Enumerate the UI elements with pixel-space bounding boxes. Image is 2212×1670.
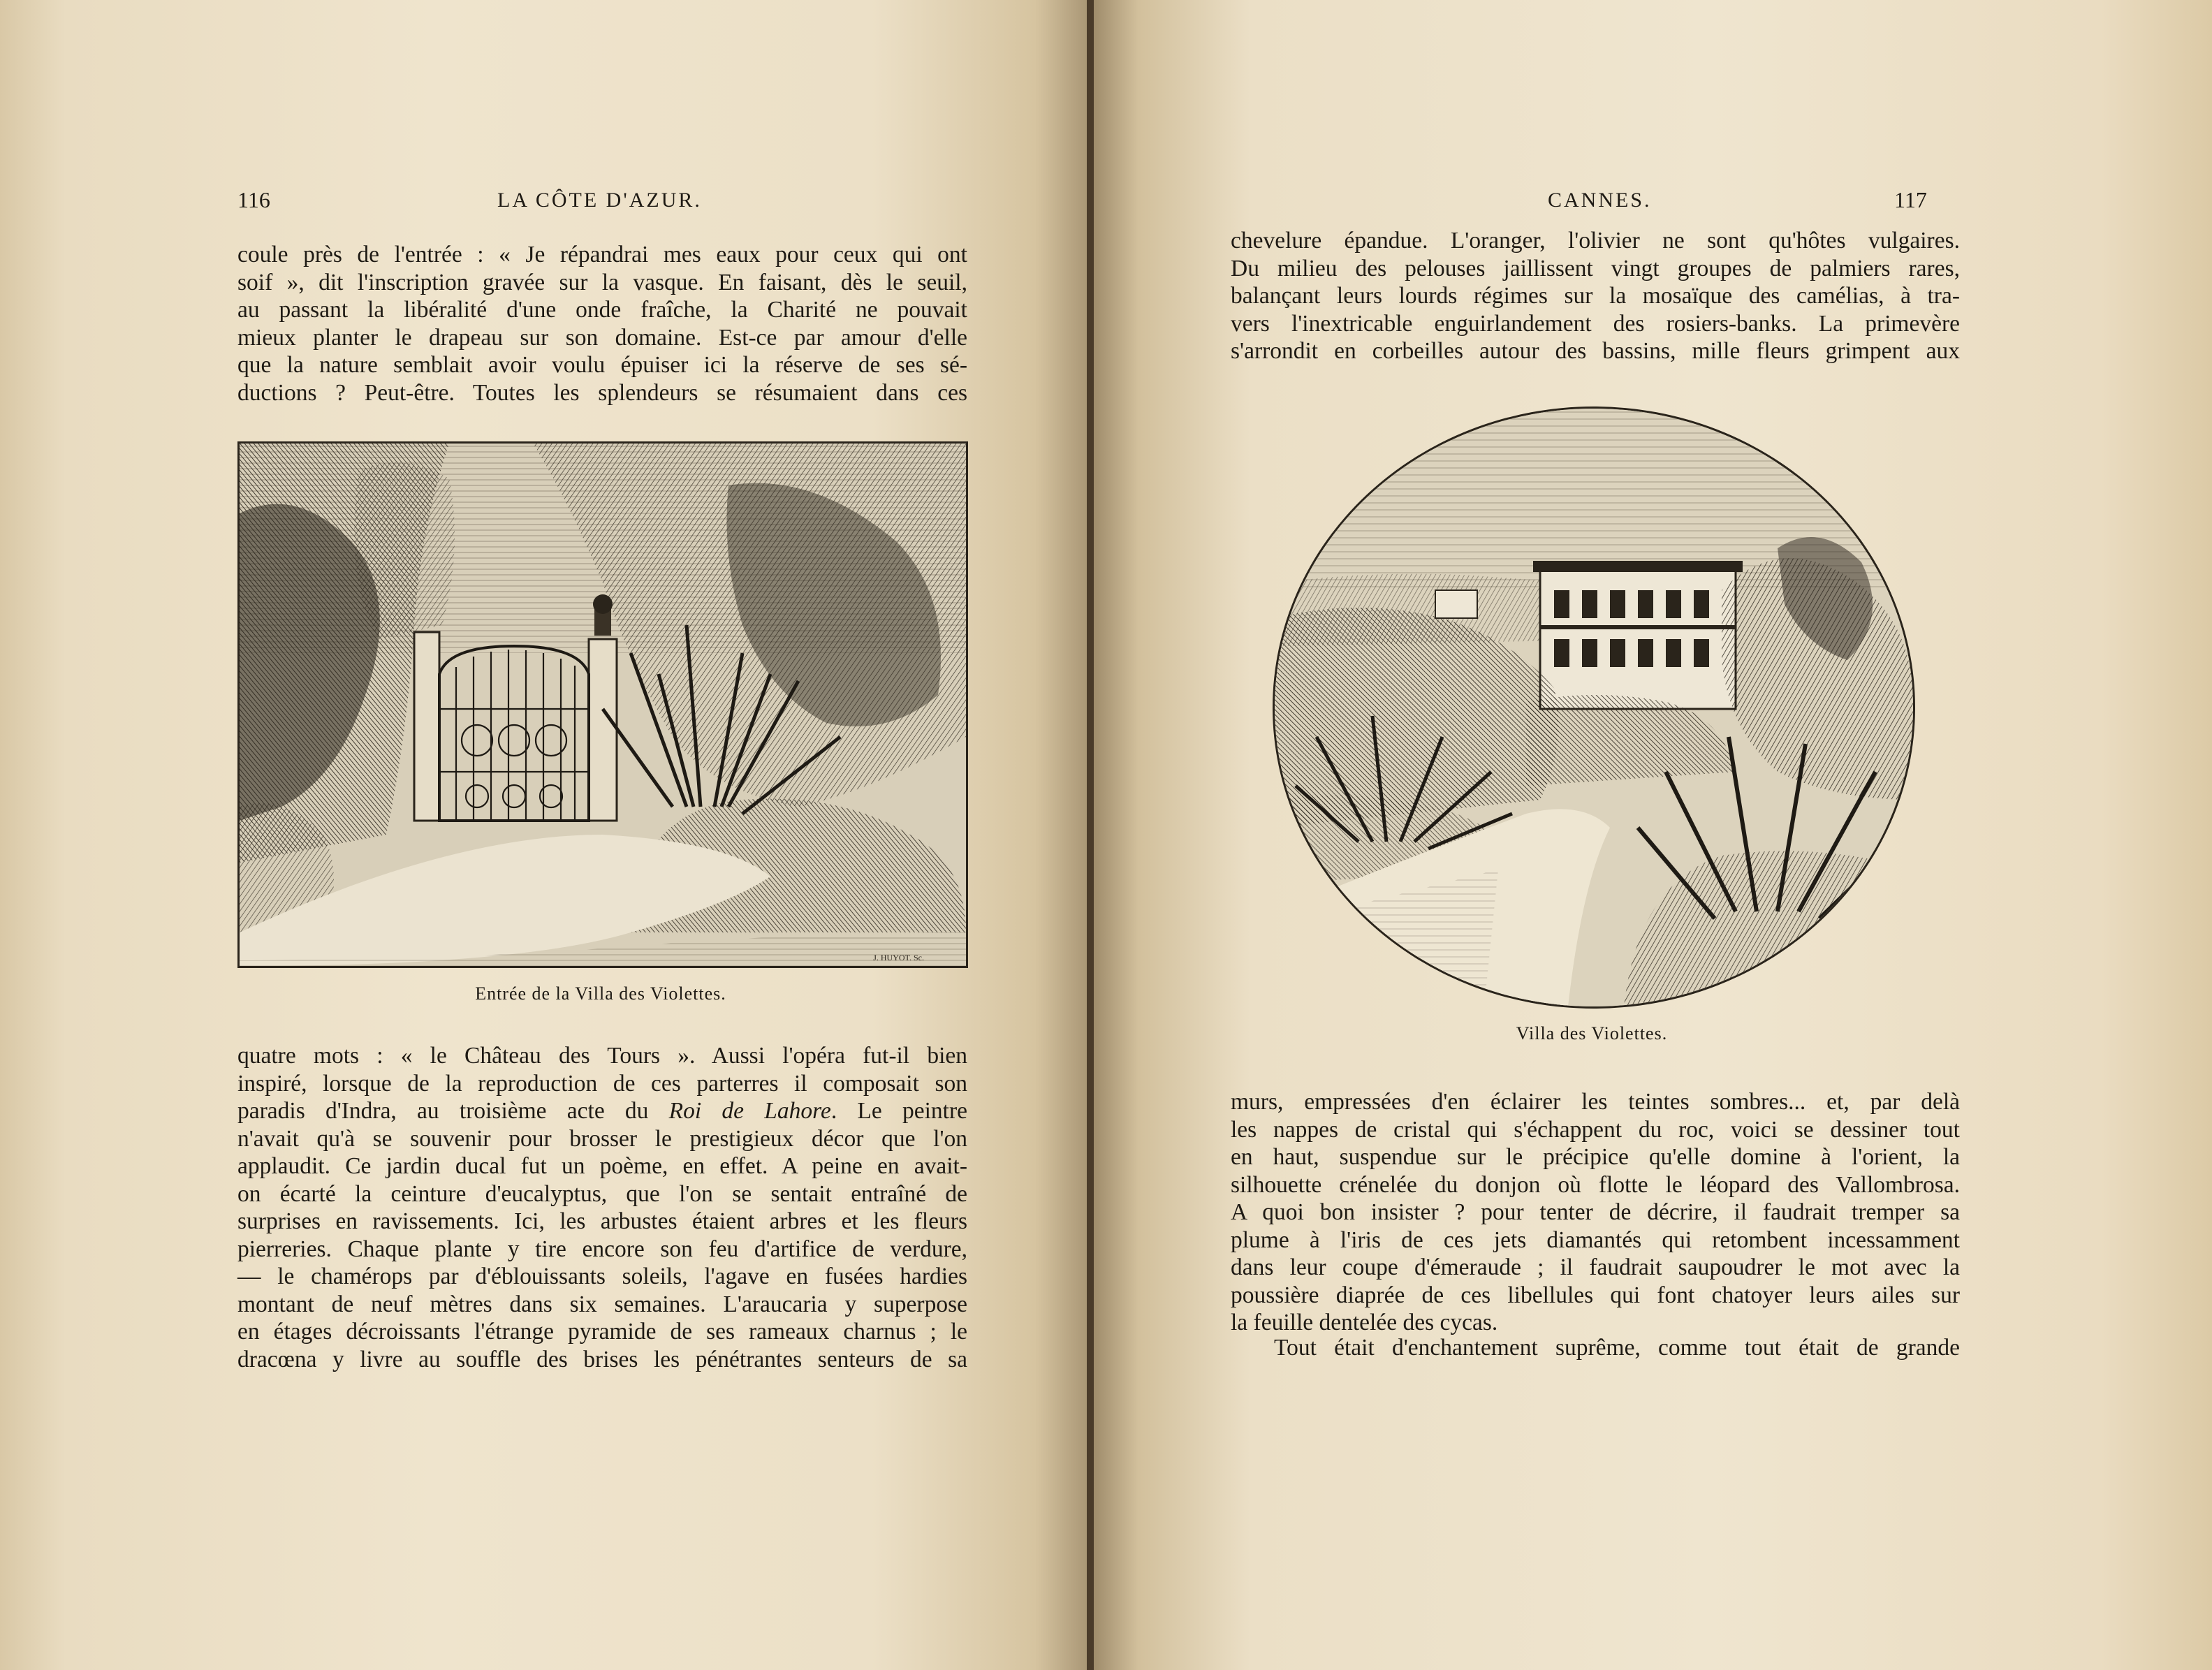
running-head-right: CANNES. [1548, 189, 1652, 212]
running-head-left: LA CÔTE D'AZUR. [497, 189, 702, 212]
text-line: au passant la libéralité d'une onde fraîche, la Charité ne pouvait [237, 297, 967, 323]
text-line [237, 1097, 967, 1125]
left-paragraph-2 [237, 1042, 967, 1373]
villa-gate-illustration [237, 441, 968, 968]
text-line: dracœna y livre au souffle des brises les pénétrantes senteurs de sa [237, 1346, 967, 1372]
text-line: silhouette crénelée du donjon où flotte le léopard des Vallombrosa. [1231, 1171, 1960, 1198]
text-line: n'avait qu'à se souvenir pour brosser le prestigieux décor que l'on [237, 1125, 967, 1152]
text-line: chevelure épandue. L'oranger, l'olivier ne sont qu'hôtes vulgaires. [1231, 228, 1960, 254]
text-line: en étages décroissants l'étrange pyramide de ses rameaux charnus ; le [237, 1319, 967, 1345]
right-paragraph-1 [1231, 227, 1960, 365]
text-line: murs, empressées d'en éclairer les teintes sombres... et, par delà [1231, 1089, 1960, 1115]
text-line: les nappes de cristal qui s'échappent du roc, voici se dessiner tout [1231, 1116, 1960, 1143]
text-line: Tout était d'enchantement suprême, comme tout était de grande [1274, 1335, 1960, 1361]
text-run: paradis d'Indra, au troisième acte du [237, 1098, 669, 1124]
left-paragraph-1 [237, 241, 967, 406]
right-page [1094, 0, 2212, 1670]
text-run: . Le peintre [830, 1098, 968, 1124]
garden-gate-engraving [240, 444, 966, 966]
page-number-right: 117 [1894, 187, 1927, 212]
text-line: balançant leurs lourds régimes sur la mosaïque des camélias, à tra- [1231, 283, 1960, 309]
text-line: applaudit. Ce jardin ducal fut un poème, en effet. A peine en avait- [237, 1153, 967, 1179]
right-paragraph-3 [1231, 1334, 1960, 1362]
text-line: inspiré, lorsque de la reproduction de ces parterres il composait son [237, 1070, 967, 1097]
text-line: pierreries. Chaque plante y tire encore son feu d'artifice de verdure, [237, 1236, 967, 1262]
villa-violettes-illustration [1273, 406, 1915, 1009]
text-line: on écarté la ceinture d'eucalyptus, que l'on se sentait entraîné de [237, 1180, 967, 1207]
text-line: quatre mots : « le Château des Tours ». Aussi l'opéra fut-il bien [237, 1043, 967, 1069]
text-line: dans leur coupe d'émeraude ; il faudrait saupoudrer le mot avec la [1231, 1254, 1960, 1280]
text-line: vers l'inextricable enguirlandement des rosiers-banks. La primevère [1231, 310, 1960, 337]
text-line: A quoi bon insister ? pour tenter de décrire, il faudrait tremper sa [1231, 1199, 1960, 1225]
text-line: plume à l'iris de ces jets diamantés qui retombent incessamment [1231, 1226, 1960, 1253]
text-line: soif », dit l'inscription gravée sur la vasque. En faisant, dès le seuil, [237, 269, 967, 295]
text-line: ductions ? Peut-être. Toutes les splendeurs se résumaient dans ces [237, 379, 967, 406]
right-illustration-caption: Villa des Violettes. [1516, 1023, 1668, 1043]
text-line: mieux planter le drapeau sur son domaine. Est-ce par amour d'elle [237, 324, 967, 351]
engraver-signature: J. HUYOT. Sc. [873, 953, 924, 962]
text-line: Du milieu des pelouses jaillissent vingt groupes de palmiers rares, [1231, 255, 1960, 281]
villa-engraving [1275, 409, 1913, 1006]
page-number-left: 116 [237, 187, 270, 212]
left-illustration-caption: Entrée de la Villa des Violettes. [475, 983, 726, 1004]
opera-title: Roi de Lahore [668, 1098, 831, 1124]
text-line: poussière diaprée de ces libellules qui font chatoyer leurs ailes sur [1231, 1282, 1960, 1308]
right-paragraph-2 [1231, 1088, 1960, 1337]
text-line: montant de neuf mètres dans six semaines. L'araucaria y superpose [237, 1291, 967, 1317]
text-line: la feuille dentelée des cycas. [1231, 1310, 1498, 1335]
text-line: que la nature semblait avoir voulu épuiser ici la réserve de ses sé- [237, 352, 967, 378]
text-line: coule près de l'entrée : « Je répandrai mes eaux pour ceux qui ont [237, 242, 967, 268]
left-page [0, 0, 1090, 1670]
text-line: — le chamérops par d'éblouissants soleils, l'agave en fusées hardies [237, 1264, 967, 1289]
text-line: en haut, suspendue sur le précipice qu'elle domine à l'orient, la [1231, 1144, 1960, 1170]
text-line: surprises en ravissements. Ici, les arbustes étaient arbres et les fleurs [237, 1208, 967, 1234]
text-line: s'arrondit en corbeilles autour des bassins, mille fleurs grimpent aux [1231, 338, 1960, 364]
